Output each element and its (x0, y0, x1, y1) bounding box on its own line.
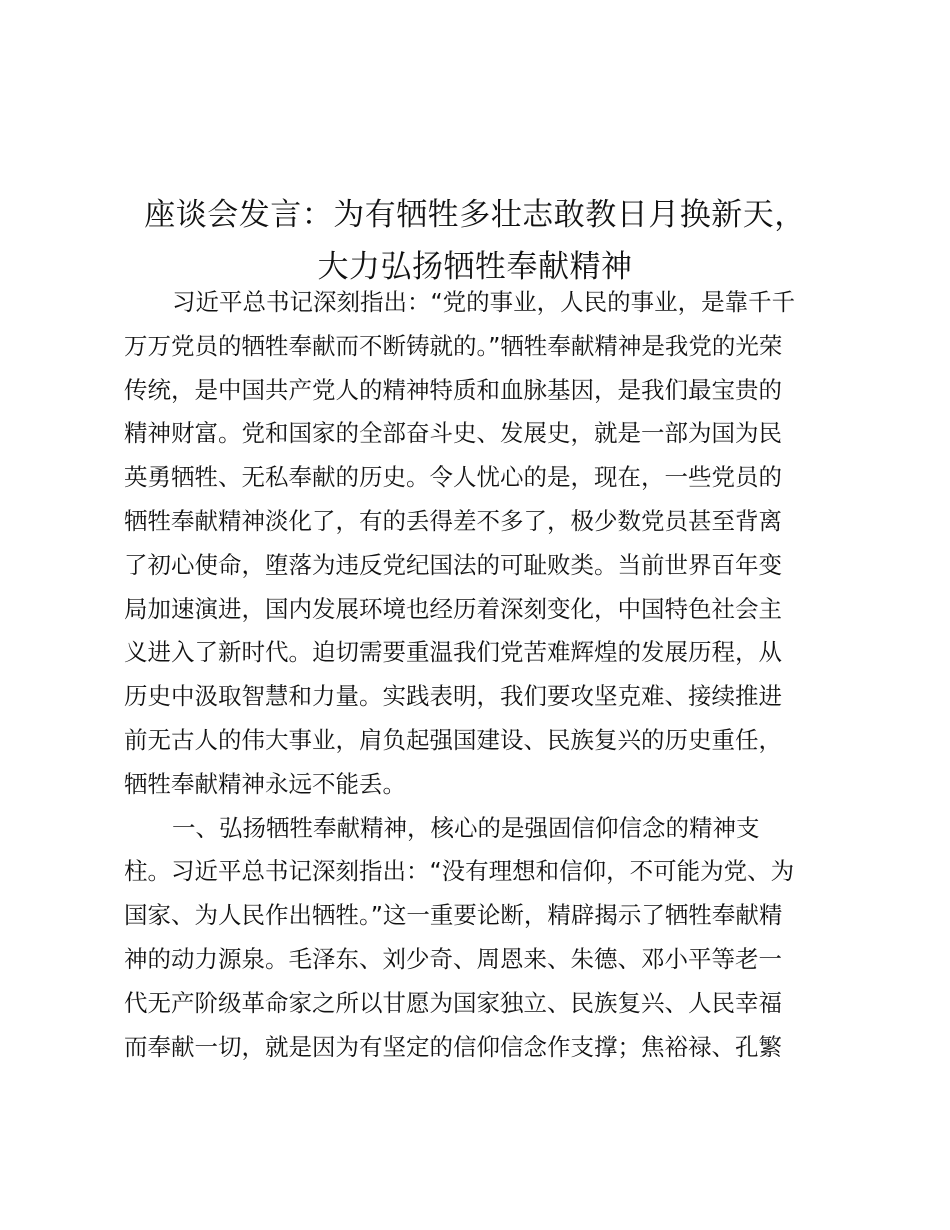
paragraph-line: 牺牲奉献精神永远不能丢。 (124, 769, 406, 798)
paragraph-line: 代无产阶级革命家之所以甘愿为国家独立、民族复兴、人民幸福 (124, 988, 782, 1017)
paragraph-intro (124, 281, 844, 807)
paragraph-line: 柱。习近平总书记深刻指出：“没有理想和信仰，不可能为党、为 (124, 857, 795, 886)
paragraph-line: 传统，是中国共产党人的精神特质和血脉基因，是我们最宝贵的 (124, 375, 782, 404)
paragraph-line: 了初心使命，堕落为违反党纪国法的可耻败类。当前世界百年变 (124, 550, 782, 579)
paragraph-line: 牺牲奉献精神淡化了，有的丢得差不多了，极少数党员甚至背离 (124, 506, 782, 535)
document-body (124, 281, 844, 1069)
title-line-1: 座谈会发言：为有牺牲多壮志敢教日月换新天， (144, 196, 806, 233)
paragraph-line: 而奉献一切，就是因为有坚定的信仰信念作支撑；焦裕禄、孔繁 (124, 1032, 782, 1061)
paragraph-line: 国家、为人民作出牺牲。”这一重要论断，精辟揭示了牺牲奉献精 (124, 901, 783, 930)
paragraph-section-1 (124, 807, 844, 1070)
paragraph-line: 神的动力源泉。毛泽东、刘少奇、周恩来、朱德、邓小平等老一 (124, 944, 782, 973)
paragraph-line: 历史中汲取智慧和力量。实践表明，我们要攻坚克难、接续推进 (124, 682, 782, 711)
paragraph-line: 英勇牺牲、无私奉献的历史。令人忧心的是，现在，一些党员的 (124, 463, 782, 492)
paragraph-line: 局加速演进，国内发展环境也经历着深刻变化，中国特色社会主 (124, 594, 782, 623)
paragraph-line: 万万党员的牺牲奉献而不断铸就的。”牺牲奉献精神是我党的光荣 (124, 331, 783, 360)
paragraph-line: 义进入了新时代。迫切需要重温我们党苦难辉煌的发展历程，从 (124, 638, 782, 667)
paragraph-line: 习近平总书记深刻指出：“党的事业，人民的事业，是靠千千 (172, 288, 796, 316)
paragraph-line: 前无古人的伟大事业，肩负起强国建设、民族复兴的历史重任， (124, 725, 782, 754)
title-line-2: 大力弘扬牺牲奉献精神 (317, 248, 633, 285)
paragraph-line: 精神财富。党和国家的全部奋斗史、发展史，就是一部为国为民 (124, 419, 782, 448)
document-title (90, 189, 860, 293)
section-heading-line: 一、弘扬牺牲奉献精神，核心的是强固信仰信念的精神支 (172, 813, 760, 842)
